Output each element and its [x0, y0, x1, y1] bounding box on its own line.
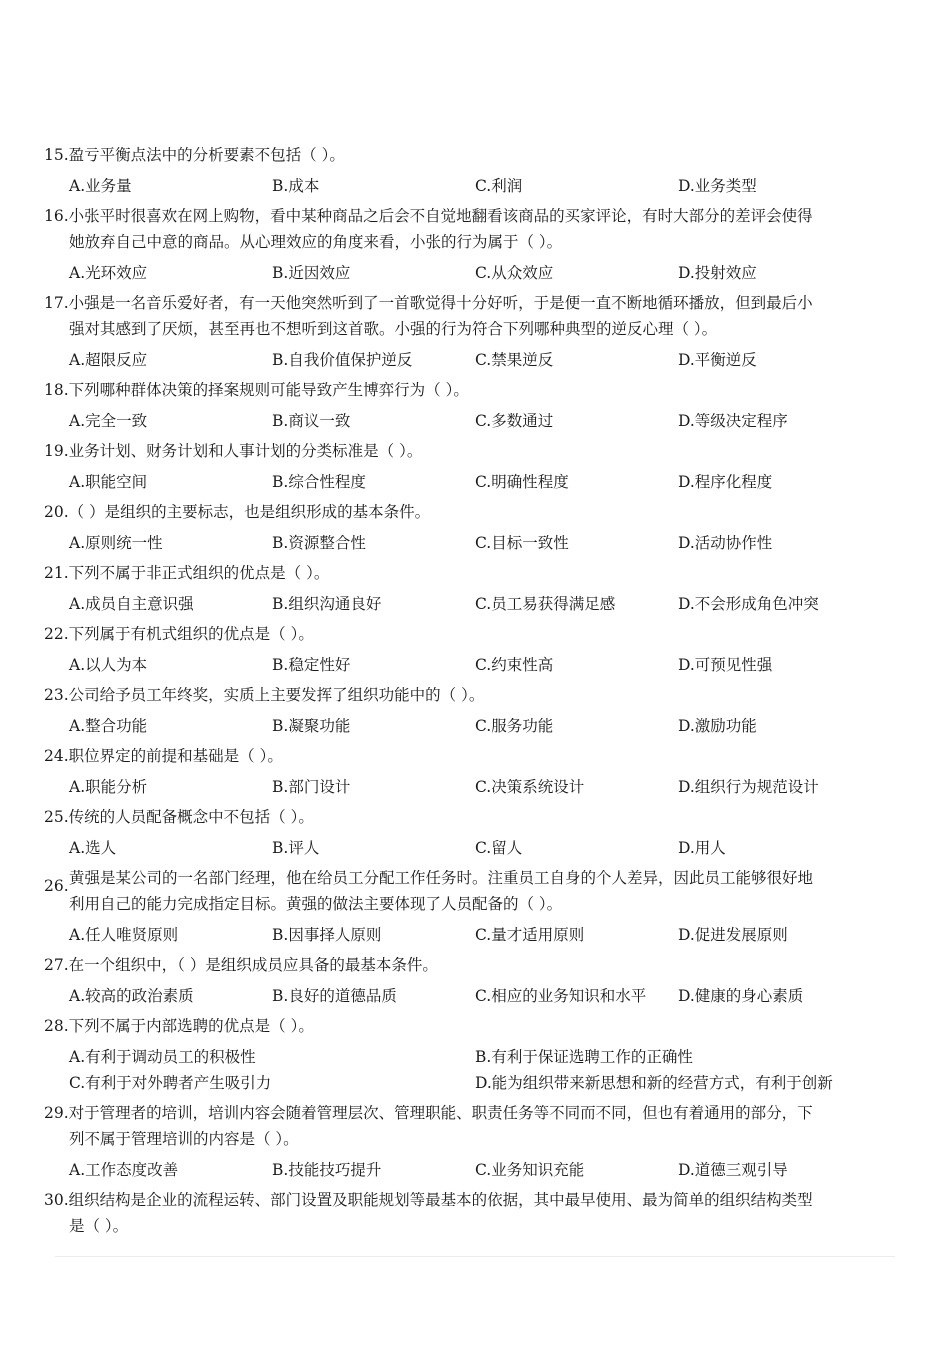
- option-c[interactable]: C.决策系统设计: [475, 778, 585, 796]
- option-b[interactable]: B.综合性程度: [272, 473, 366, 491]
- option-d[interactable]: D.投射效应: [678, 264, 757, 282]
- question-25: [44, 804, 884, 830]
- question-number: 17.: [44, 294, 69, 312]
- option-c[interactable]: C.有利于对外聘者产生吸引力: [69, 1074, 272, 1092]
- question-number: 20.: [44, 503, 69, 521]
- question-30: [44, 1187, 884, 1239]
- question-number: 22.: [44, 625, 69, 643]
- option-b[interactable]: B.凝聚功能: [272, 717, 351, 735]
- question-text: 下列哪种群体决策的择案规则可能导致产生博弈行为（ ）。: [68, 381, 469, 399]
- question-number: 15.: [44, 146, 69, 164]
- option-a[interactable]: A.以人为本: [69, 656, 148, 674]
- option-a[interactable]: A.工作态度改善: [69, 1161, 179, 1179]
- question-text-cont: 强对其感到了厌烦，甚至再也不想听到这首歌。小强的行为符合下列哪种典型的逆反心理（ ）。: [69, 320, 718, 338]
- question-text: 下列不属于非正式组织的优点是（ ）。: [68, 564, 330, 582]
- option-b[interactable]: B.自我价值保护逆反: [272, 351, 413, 369]
- option-b[interactable]: B.商议一致: [272, 412, 351, 430]
- option-c[interactable]: C.利润: [475, 177, 523, 195]
- question-number: 23.: [44, 686, 69, 704]
- question-28: [44, 1013, 884, 1039]
- question-number: 29.: [44, 1104, 69, 1122]
- option-b[interactable]: B.部门设计: [272, 778, 351, 796]
- question-text: 盈亏平衡点法中的分析要素不包括（ ）。: [68, 146, 345, 164]
- option-d[interactable]: D.等级决定程序: [678, 412, 788, 430]
- question-18: [44, 377, 884, 403]
- option-b[interactable]: B.成本: [272, 177, 320, 195]
- option-d[interactable]: D.健康的身心素质: [678, 987, 804, 1005]
- option-a[interactable]: A.成员自主意识强: [69, 595, 194, 613]
- question-number: 18.: [44, 381, 69, 399]
- question-16: [44, 203, 884, 255]
- question-24: [44, 743, 884, 769]
- option-a[interactable]: A.有利于调动员工的积极性: [69, 1048, 256, 1066]
- question-number: 16.: [44, 207, 69, 225]
- option-d[interactable]: D.业务类型: [678, 177, 757, 195]
- option-d[interactable]: D.活动协作性: [678, 534, 773, 552]
- question-15: [44, 142, 884, 168]
- option-c[interactable]: C.量才适用原则: [475, 926, 585, 944]
- question-19: [44, 438, 884, 464]
- option-b[interactable]: B.评人: [272, 839, 320, 857]
- question-text: 小强是一名音乐爱好者，有一天他突然听到了一首歌觉得十分好听，于是便一直不断地循环播放，但到最后小: [68, 294, 813, 312]
- option-d[interactable]: D.用人: [678, 839, 726, 857]
- question-27: [44, 952, 884, 978]
- option-b[interactable]: B.良好的道德品质: [272, 987, 397, 1005]
- option-d[interactable]: D.可预见性强: [678, 656, 773, 674]
- option-d[interactable]: D.平衡逆反: [678, 351, 757, 369]
- question-number: 24.: [44, 747, 69, 765]
- option-a[interactable]: A.任人唯贤原则: [69, 926, 179, 944]
- option-a[interactable]: A.职能空间: [69, 473, 148, 491]
- question-22: [44, 621, 884, 647]
- option-c[interactable]: C.业务知识充能: [475, 1161, 585, 1179]
- option-d[interactable]: D.不会形成角色冲突: [678, 595, 819, 613]
- option-c[interactable]: C.从众效应: [475, 264, 554, 282]
- option-d[interactable]: D.组织行为规范设计: [678, 778, 819, 796]
- option-d[interactable]: D.程序化程度: [678, 473, 773, 491]
- option-d[interactable]: D.道德三观引导: [678, 1161, 788, 1179]
- question-text-cont: 是（ ）。: [69, 1217, 129, 1235]
- question-text: 职位界定的前提和基础是（ ）。: [68, 747, 283, 765]
- question-text: 下列不属于内部选聘的优点是（ ）。: [68, 1017, 314, 1035]
- option-a[interactable]: A.较高的政治素质: [69, 987, 194, 1005]
- option-c[interactable]: C.留人: [475, 839, 523, 857]
- option-c[interactable]: C.禁果逆反: [475, 351, 554, 369]
- question-number: 19.: [44, 442, 69, 460]
- question-26: [69, 865, 884, 917]
- option-d[interactable]: D.激励功能: [678, 717, 757, 735]
- option-a[interactable]: A.职能分析: [69, 778, 148, 796]
- option-b[interactable]: B.近因效应: [272, 264, 351, 282]
- question-text: 对于管理者的培训，培训内容会随着管理层次、管理职能、职责任务等不同而不同，但也有着通用的部分，下: [68, 1104, 813, 1122]
- question-text: 小张平时很喜欢在网上购物，看中某种商品之后会不自觉地翻看该商品的买家评论，有时大部分的差评会使得: [68, 207, 813, 225]
- question-text-cont: 列不属于管理培训的内容是（ ）。: [69, 1130, 299, 1148]
- question-29: [44, 1100, 884, 1152]
- question-23: [44, 682, 884, 708]
- option-c[interactable]: C.约束性高: [475, 656, 554, 674]
- option-a[interactable]: A.超限反应: [69, 351, 148, 369]
- option-b[interactable]: B.稳定性好: [272, 656, 351, 674]
- option-c[interactable]: C.多数通过: [475, 412, 554, 430]
- question-text-cont: 她放弃自己中意的商品。从心理效应的角度来看，小张的行为属于（ ）。: [69, 233, 563, 251]
- question-26-number: 26.: [44, 877, 69, 895]
- option-a[interactable]: A.原则统一性: [69, 534, 163, 552]
- question-21: [44, 560, 884, 586]
- option-a[interactable]: A.业务量: [69, 177, 132, 195]
- question-text: 业务计划、财务计划和人事计划的分类标准是（ ）。: [68, 442, 423, 460]
- question-number: 30.: [44, 1191, 69, 1209]
- option-d[interactable]: D.能为组织带来新思想和新的经营方式，有利于创新: [475, 1074, 833, 1092]
- question-17: [44, 290, 884, 342]
- question-20: [44, 499, 884, 525]
- question-text: 组织结构是企业的流程运转、部门设置及职能规划等最基本的依据，其中最早使用、最为简单的组织结构类型: [68, 1191, 813, 1209]
- option-a[interactable]: A.整合功能: [69, 717, 148, 735]
- question-text: 公司给予员工年终奖，实质上主要发挥了组织功能中的（ ）。: [68, 686, 485, 704]
- question-text: 下列属于有机式组织的优点是（ ）。: [68, 625, 314, 643]
- option-d[interactable]: D.促进发展原则: [678, 926, 788, 944]
- option-a[interactable]: A.完全一致: [69, 412, 148, 430]
- option-c[interactable]: C.目标一致性: [475, 534, 569, 552]
- question-number: 28.: [44, 1017, 69, 1035]
- page-bottom-divider: [55, 1256, 895, 1257]
- option-a[interactable]: A.选人: [69, 839, 117, 857]
- option-a[interactable]: A.光环效应: [69, 264, 148, 282]
- question-number: 25.: [44, 808, 69, 826]
- option-b[interactable]: B.组织沟通良好: [272, 595, 382, 613]
- option-b[interactable]: B.技能技巧提升: [272, 1161, 382, 1179]
- question-number: 21.: [44, 564, 69, 582]
- question-text: 黄强是某公司的一名部门经理，他在给员工分配工作任务时。注重员工自身的个人差异，因此员工能够很好地: [69, 869, 814, 887]
- question-text: 传统的人员配备概念中不包括（ ）。: [68, 808, 314, 826]
- option-b[interactable]: B.资源整合性: [272, 534, 366, 552]
- option-c[interactable]: C.服务功能: [475, 717, 554, 735]
- question-number: 27.: [44, 956, 69, 974]
- option-c[interactable]: C.明确性程度: [475, 473, 569, 491]
- option-c[interactable]: C.相应的业务知识和水平: [475, 987, 647, 1005]
- option-b[interactable]: B.有利于保证选聘工作的正确性: [475, 1048, 693, 1066]
- question-text: 在一个组织中，（ ）是组织成员应具备的最基本条件。: [68, 956, 438, 974]
- question-text-cont: 利用自己的能力完成指定目标。黄强的做法主要体现了人员配备的（ ）。: [69, 895, 563, 913]
- question-text: （ ）是组织的主要标志，也是组织形成的基本条件。: [68, 503, 431, 521]
- option-c[interactable]: C.员工易获得满足感: [475, 595, 616, 613]
- option-b[interactable]: B.因事择人原则: [272, 926, 382, 944]
